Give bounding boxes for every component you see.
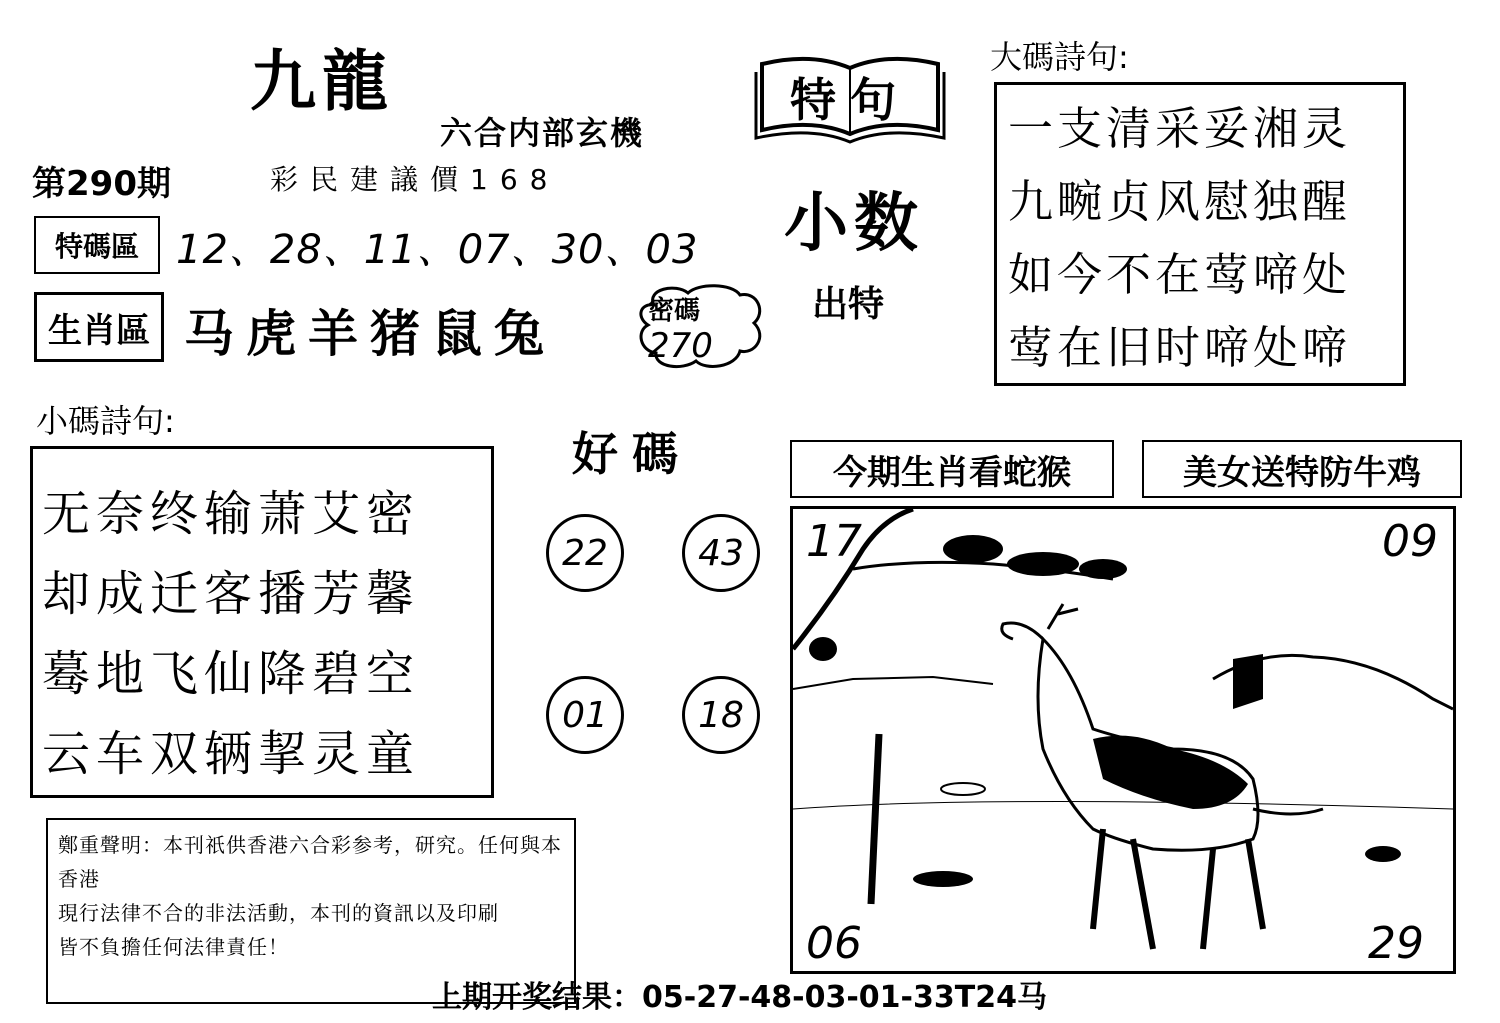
big-poem-line: 莺在旧时啼处啼 xyxy=(1008,321,1352,374)
good-number-ball: 01 xyxy=(546,676,624,754)
picture-corner-number: 06 xyxy=(806,918,862,969)
big-poem-line: 九畹贞风慰独醒 xyxy=(1008,175,1352,228)
picture-corner-number: 09 xyxy=(1382,516,1438,567)
good-numbers-label: 好碼 xyxy=(572,427,692,481)
issue-number: 第290期 xyxy=(32,164,171,204)
picture-corner-number: 17 xyxy=(806,516,862,567)
good-number-ball: 43 xyxy=(682,514,760,592)
page-title: 九龍 xyxy=(250,42,394,120)
good-number-ball: 22 xyxy=(546,514,624,592)
small-poem-label: 小碼詩句: xyxy=(36,402,175,440)
last-draw-result: 上期开奖结果：05-27-48-03-01-33T24马 xyxy=(432,980,1047,1015)
big-poem-line: 一支清采妥湘灵 xyxy=(1008,102,1352,155)
zodiac-zone-animals: 马虎羊猪鼠兔 xyxy=(184,305,556,363)
big-poem-lines xyxy=(1008,92,1351,384)
small-poem-line: 蓦地飞仙降碧空 xyxy=(42,646,421,702)
disclaimer-line: 現行法律不合的非法活動，本刊的資訊以及印刷 xyxy=(58,901,499,925)
disclaimer-line: 皆不負擔任何法律責任！ xyxy=(58,935,289,959)
small-poem-lines xyxy=(42,474,420,794)
special-hint: 美女送特防牛鸡 xyxy=(1142,440,1462,498)
out-special-text: 出特 xyxy=(812,284,885,325)
small-poem-line: 云车双辆挈灵童 xyxy=(42,726,421,782)
picture-corner-number: 29 xyxy=(1368,918,1424,969)
banner-text: 特句 xyxy=(790,73,910,127)
special-zone-numbers: 12、28、11、07、30、03 xyxy=(176,227,699,273)
special-zone-label: 特碼區 xyxy=(34,216,160,274)
good-number-ball: 18 xyxy=(682,676,760,754)
big-poem-line: 如今不在莺啼处 xyxy=(1008,248,1352,301)
big-poem-label: 大碼詩句: xyxy=(990,38,1129,76)
disclaimer-line: 鄭重聲明：本刊祇供香港六合彩参考，研究。任何與本香港 xyxy=(58,833,562,891)
deer-illustration-drawing xyxy=(793,509,1453,971)
secret-code-number: 270 xyxy=(648,326,713,366)
page-subtitle: 六合内部玄機 xyxy=(440,114,645,152)
secret-code-label: 密碼 xyxy=(648,296,701,326)
deer-illustration xyxy=(790,506,1456,974)
small-poem-line: 却成迁客播芳馨 xyxy=(42,566,421,622)
price-text: 彩民建議價168 xyxy=(270,163,560,196)
zodiac-hint: 今期生肖看蛇猴 xyxy=(790,440,1114,498)
small-number-title: 小数 xyxy=(784,187,924,261)
small-poem-line: 无奈终输萧艾密 xyxy=(42,486,421,542)
zodiac-zone-label: 生肖區 xyxy=(34,292,164,362)
